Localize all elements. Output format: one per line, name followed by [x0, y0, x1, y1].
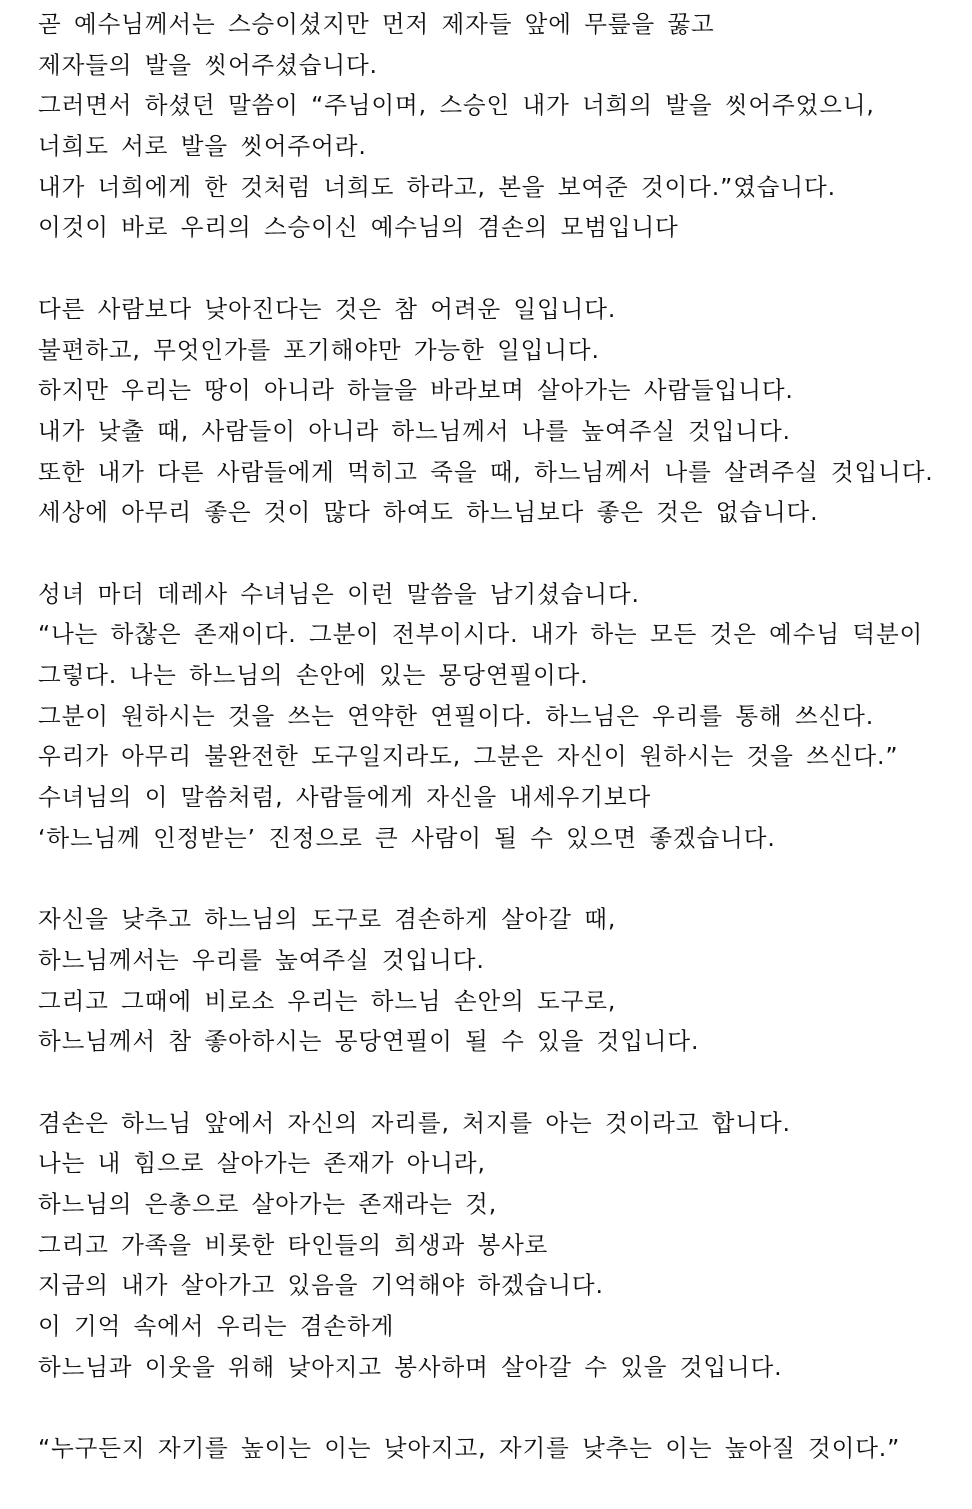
text-line: 그렇다. 나는 하느님의 손안에 있는 몽당연필이다.	[38, 661, 589, 689]
text-line: 겸손은 하느님 앞에서 자신의 자리를, 처지를 아는 것이라고 합니다.	[38, 1108, 791, 1137]
text-line: 성녀 마더 데레사 수녀님은 이런 말씀을 남기셨습니다.	[38, 579, 640, 608]
text-line: ‘하느님께 인정받는’ 진정으로 큰 사람이 될 수 있으면 좋겠습니다.	[38, 823, 776, 852]
text-line: 불편하고, 무엇인가를 포기해야만 가능한 일입니다.	[38, 335, 600, 364]
text-line: 곧 예수님께서는 스승이셨지만 먼저 제자들 앞에 무릎을 꿇고	[38, 10, 715, 38]
text-line: 하느님의 은총으로 살아가는 존재라는 것,	[38, 1189, 498, 1218]
text-line: 이 기억 속에서 우리는 겸손하게	[38, 1312, 395, 1340]
text-line: 너희도 서로 발을 씻어주어라.	[38, 132, 367, 161]
paragraph-foot-washing	[38, 4, 972, 248]
text-line: 내가 너희에게 한 것처럼 너희도 하라고, 본을 보여준 것이다.”였습니다.	[38, 172, 836, 201]
text-line: 그러면서 하셨던 말씀이 “주님이며, 스승인 내가 너희의 발을 씻어주었으니,	[38, 91, 875, 120]
text-line: 자신을 낮추고 하느님의 도구로 겸손하게 살아갈 때,	[38, 905, 617, 934]
text-line: 다른 사람보다 낮아진다는 것은 참 어려운 일입니다.	[38, 294, 617, 323]
text-line: 이것이 바로 우리의 스승이신 예수님의 겸손의 모범입니다	[38, 213, 679, 242]
text-line: 내가 낮출 때, 사람들이 아니라 하느님께서 나를 높여주실 것입니다.	[38, 416, 791, 445]
text-line: 나는 내 힘으로 살아가는 존재가 아니라,	[38, 1149, 486, 1178]
paragraph-gods-instrument	[38, 899, 972, 1062]
text-line: 세상에 아무리 좋은 것이 많다 하여도 하느님보다 좋은 것은 없습니다.	[38, 498, 819, 527]
text-line: 하지만 우리는 땅이 아니라 하늘을 바라보며 살아가는 사람들입니다.	[38, 376, 794, 405]
text-line: 지금의 내가 살아가고 있음을 기억해야 하겠습니다.	[38, 1271, 604, 1300]
text-line: 수녀님의 이 말씀처럼, 사람들에게 자신을 내세우기보다	[38, 783, 652, 812]
text-line: 하느님께서는 우리를 높여주실 것입니다.	[38, 945, 485, 974]
text-line: 우리가 아무리 불완전한 도구일지라도, 그분은 자신이 원하시는 것을 쓰신다.”	[38, 742, 899, 771]
text-line: 그리고 가족을 비롯한 타인들의 희생과 봉사로	[38, 1230, 549, 1259]
text-line: 하느님과 이웃을 위해 낮아지고 봉사하며 살아갈 수 있을 것입니다.	[38, 1352, 783, 1381]
paragraph-mother-teresa-quote	[38, 574, 972, 859]
text-line: 그분이 원하시는 것을 쓰는 연약한 연필이다. 하느님은 우리를 통해 쓰신다.	[38, 701, 875, 730]
text-line: 제자들의 발을 씻어주셨습니다.	[38, 50, 378, 79]
text-line: “누구든지 자기를 높이는 이는 낮아지고, 자기를 낮추는 이는 높아질 것이다.”	[38, 1434, 901, 1463]
text-line: 하느님께서 참 좋아하시는 몽당연필이 될 수 있을 것입니다.	[38, 1027, 700, 1056]
text-line: 그리고 그때에 비로소 우리는 하느님 손안의 도구로,	[38, 986, 617, 1015]
text-line: 또한 내가 다른 사람들에게 먹히고 죽을 때, 하느님께서 나를 살려주실 것입니다.	[38, 457, 934, 486]
document-body	[38, 4, 972, 1509]
paragraph-closing-quote	[38, 1428, 972, 1469]
paragraph-lowering-oneself	[38, 289, 972, 533]
paragraph-humility-definition	[38, 1103, 972, 1388]
text-line: “나는 하찮은 존재이다. 그분이 전부이시다. 내가 하는 모든 것은 예수님 덕분이	[38, 620, 924, 649]
